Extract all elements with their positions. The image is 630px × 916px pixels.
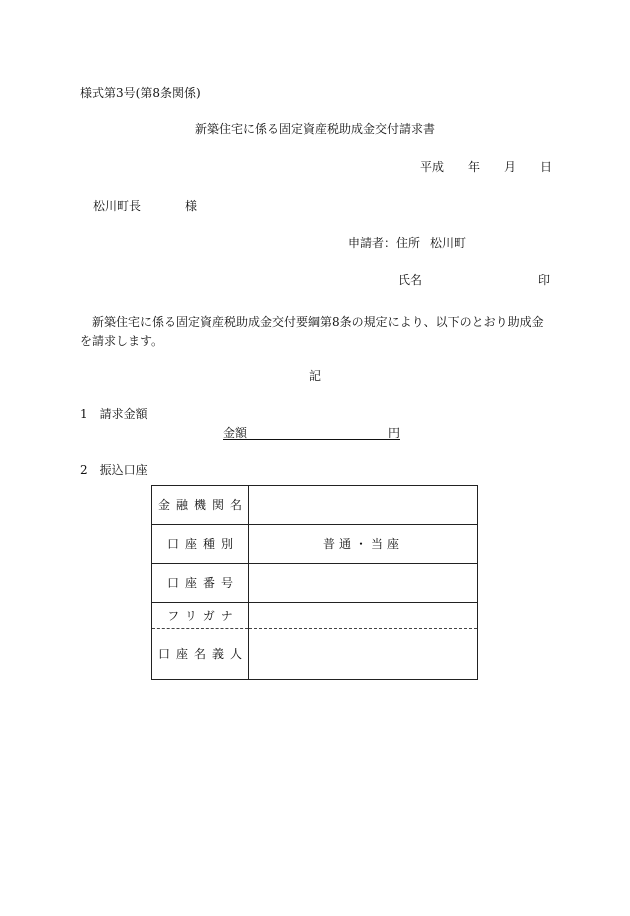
date-month: 月 — [504, 160, 517, 174]
account-holder-label: 口座名義人 — [152, 629, 249, 680]
account-holder-field[interactable] — [249, 629, 478, 680]
table-row — [152, 629, 478, 680]
addressee-honorific: 様 — [185, 199, 198, 213]
account-type-label: 口座種別 — [152, 525, 249, 564]
furigana-field[interactable] — [249, 603, 478, 629]
document-title: 新築住宅に係る固定資産税助成金交付請求書 — [194, 122, 435, 136]
body-text: 新築住宅に係る固定資産税助成金交付要綱第8条の規定により、以下のとおり助成金を請求します。 — [80, 315, 544, 348]
applicant-town: 松川町 — [430, 236, 467, 250]
addressee-name: 松川町長 — [93, 199, 142, 213]
bank-account-table — [151, 485, 478, 680]
date-day: 日 — [540, 160, 553, 174]
table-row — [152, 564, 478, 603]
table-row — [152, 525, 478, 564]
form-number: 様式第3号(第8条関係) — [80, 86, 201, 100]
section-1-heading: 1 請求金額 — [80, 407, 148, 421]
table-row — [152, 486, 478, 525]
ki-heading: 記 — [308, 369, 321, 383]
amount-unit: 円 — [387, 426, 400, 440]
date-year: 年 — [468, 160, 481, 174]
applicant-label: 申請者：住所 — [348, 236, 421, 250]
name-label: 氏名 — [398, 273, 423, 287]
account-number-label: 口座番号 — [152, 564, 249, 603]
section-2-heading: 2 振込口座 — [80, 463, 148, 477]
bank-name-field[interactable] — [249, 486, 478, 525]
applicant-address — [348, 237, 466, 249]
table-row — [152, 603, 478, 629]
account-number-field[interactable] — [249, 564, 478, 603]
account-type-field[interactable]: 普通・当座 — [249, 525, 478, 564]
amount-field[interactable] — [223, 427, 400, 440]
furigana-label: フリガナ — [152, 603, 249, 629]
amount-label: 金額 — [223, 426, 248, 440]
seal-mark: 印 — [538, 273, 551, 287]
bank-name-label: 金融機関名 — [152, 486, 249, 525]
addressee — [93, 199, 198, 213]
date-era: 平成 — [420, 160, 445, 174]
